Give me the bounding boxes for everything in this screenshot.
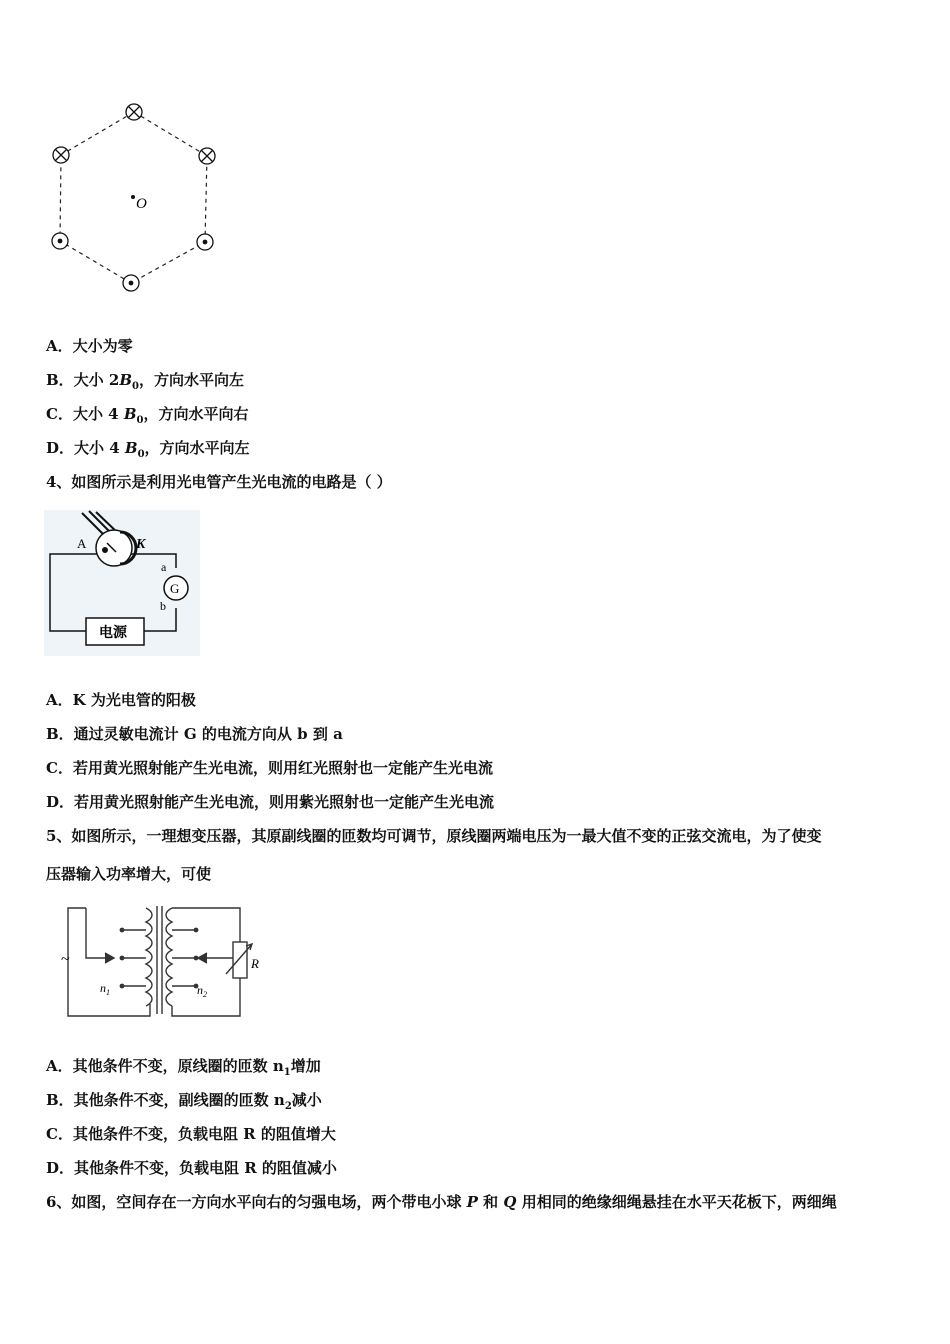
q4-stem: 4、如图所示是利用光电管产生光电流的电路是（ ）: [46, 473, 392, 491]
q5-stem-line1: 5、如图所示，一理想变压器，其原副线圈的匝数均可调节，原线圈两端电压为一最大值不变的正弦交流电，为了使变: [46, 827, 822, 845]
q3-option-c: C．大小 4 $B_0$，方向水平向右: [46, 405, 249, 426]
wire-into-page-icon: [126, 104, 142, 120]
transformer-figure: [60, 900, 275, 1022]
hexagon-figure: [40, 96, 230, 306]
anode-label: A: [77, 536, 87, 551]
wire-out-of-page-icon: [52, 233, 68, 249]
q4-option-c: C．若用黄光照射能产生光电流，则用红光照射也一定能产生光电流: [46, 759, 493, 777]
secondary-turns-label: $n_2$: [197, 983, 207, 999]
cathode-label: K: [136, 537, 146, 552]
q4-option-d: D．若用黄光照射能产生光电流，则用紫光照射也一定能产生光电流: [46, 793, 495, 811]
q4-option-b: B．通过灵敏电流计 G 的电流方向从 b 到 a: [46, 725, 343, 743]
resistor-label: R: [251, 956, 259, 971]
center-point: [131, 195, 135, 199]
wire-into-page-icon: [199, 148, 215, 164]
wire-into-page-icon: [53, 147, 69, 163]
center-label: O: [136, 196, 147, 212]
wire-out-of-page-icon: [197, 234, 213, 250]
wire-out-of-page-icon: [123, 275, 139, 291]
q3-option-b: B．大小 $2B_0$，方向水平向左: [46, 371, 245, 392]
photocell-circuit-figure: [44, 510, 200, 656]
ac-source-symbol: ~: [61, 951, 70, 968]
q5-option-d: D．其他条件不变，负载电阻 R 的阻值减小: [46, 1159, 337, 1177]
q3-option-d: D．大小 4 $B_0$，方向水平向左: [46, 439, 250, 460]
terminal-b-label: b: [160, 599, 166, 613]
power-source-label: 电源: [99, 625, 127, 641]
q5-option-b: B．其他条件不变，副线圈的匝数 $n_2$减小: [46, 1091, 322, 1112]
q3-option-a: A．大小为零: [46, 337, 133, 355]
primary-turns-label: $n_1$: [100, 981, 110, 997]
q5-stem-line2: 压器输入功率增大，可使: [46, 865, 212, 883]
q4-option-a: A．K 为光电管的阳极: [46, 691, 196, 709]
q5-option-a: A．其他条件不变，原线圈的匝数 $n_1$增加: [46, 1057, 321, 1078]
q6-stem: 6、如图，空间存在一方向水平向右的匀强电场，两个带电小球 P 和 Q 用相同的绝缘细绳悬挂在水平天花板下，两细绳: [46, 1193, 837, 1211]
q5-option-c: C．其他条件不变，负载电阻 R 的阻值增大: [46, 1125, 336, 1143]
galvanometer-label: G: [170, 581, 180, 596]
terminal-a-label: a: [161, 560, 167, 574]
